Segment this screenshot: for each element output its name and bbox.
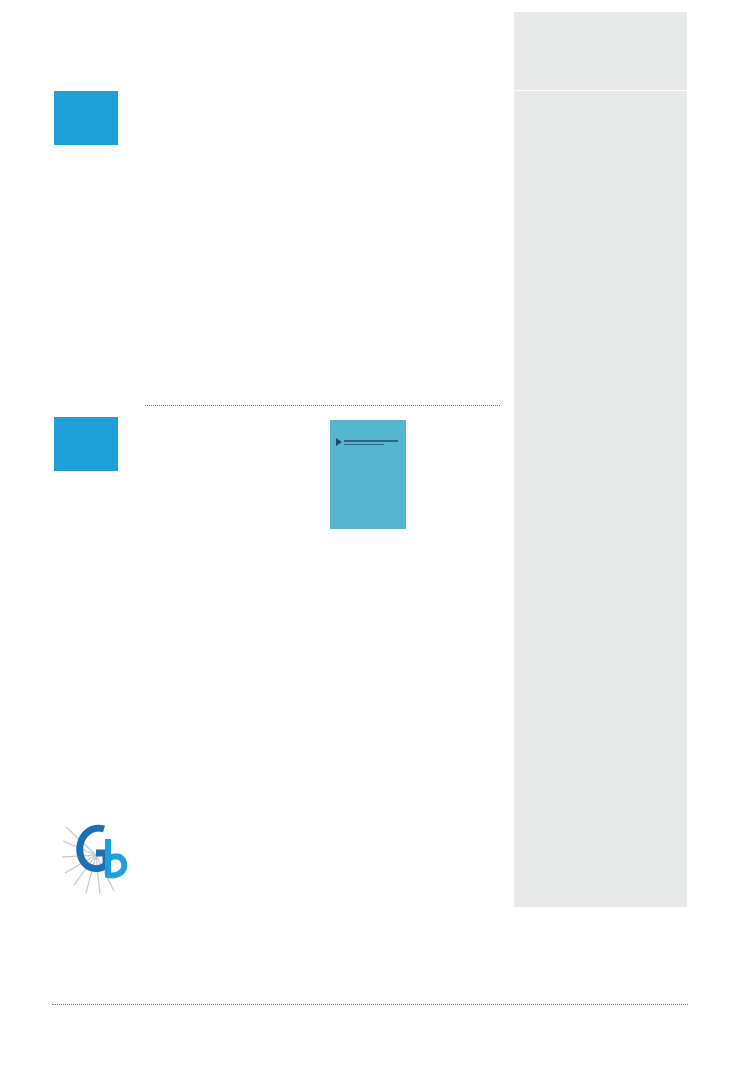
contents-sidebar [514, 12, 687, 907]
section-divider [145, 405, 500, 406]
bondsnieuws-col2 [330, 418, 500, 544]
footer-divider [52, 1004, 688, 1005]
cover-mark-icon [336, 438, 342, 446]
bondsnieuws-col1 [145, 418, 315, 427]
kerknieuws-box [54, 91, 118, 145]
kerknieuws-col2 [330, 83, 500, 92]
logo-quote [52, 904, 132, 906]
bondsnieuws-box [54, 417, 118, 471]
gb-logo [60, 815, 132, 895]
kerknieuws-col1 [145, 83, 315, 92]
book-block [330, 418, 500, 535]
toc-list [514, 90, 687, 91]
adresboekje-cover-image [330, 420, 406, 529]
